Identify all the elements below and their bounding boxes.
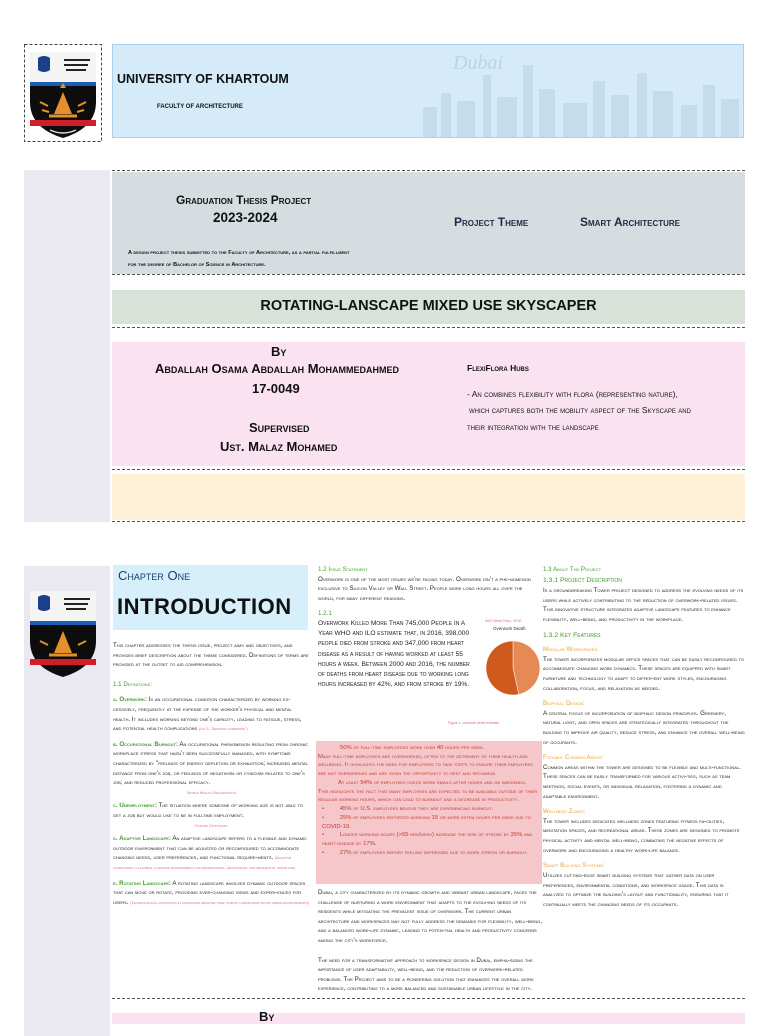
- feature-text: The tower incorporates modular office spaces that can be easily reconfigured to accommodate changing work dynamics. These spaces are equipped with smart furniture and technology to adapt to differ-ent work styles, encouraging collaboration, focus, and relaxation as needed.: [543, 655, 744, 692]
- column-2-lower: [318, 888, 542, 1000]
- pie-chart-svg: [481, 634, 544, 702]
- intro-paragraph: This chapter addresses the thesis issue, project aims and objectives, and provides brief description about the theme considered. Definitions of terms are provided at the outset to aid comprehension.: [113, 642, 309, 669]
- thesis-info-box: [112, 172, 745, 274]
- definition-rotating-landscape: e. Rotating Landscape: A rotating landscape involves dynamic outdoor spaces that can move or rotate, providing ever-changing views and experi-ences for users. (Technological innovation in landscape architecture: kinetic landscapes within urban environments): [113, 879, 309, 906]
- university-crest: [24, 583, 102, 681]
- chapter-label: Chapter One: [118, 568, 191, 583]
- page-header-banner: [112, 44, 744, 138]
- page-sidebar: [24, 170, 110, 522]
- need-paragraph: The need for a transformative approach to workspace design in Dubai, empha-sizing the importance of user adaptability, well-being, and the reduction of overwork-related problems. The Project aims to be a pioneering solution that enhances the overall work experience, contributing to a more balanced and sustainable urban lifestyle in the city.: [318, 956, 534, 993]
- definition-adaptive-landscape: d. Adaptive Landscape: An adaptive landscape refers to a flexible and dynamic outdoor environment that can be adjusted or reconfigured to accommodate changing needs, user preferences, and functional require-ments. (Adaptive landscapes: a flexible, changing environment for recreational, educational and residential space use): [113, 835, 308, 871]
- concept-title: FlexiFlora Hubs: [467, 363, 529, 373]
- concept-line-2: which captures both the mobility aspect of the Skyscape and: [469, 405, 691, 415]
- description-line-1: A design project thesis submitted to the Faculty of Architecture, as a partial fulfillment: [128, 250, 350, 256]
- stat-line: • 25% of employees reported working 15 or more extra hours per week due to COVID-19.: [322, 814, 531, 830]
- author-name: Abdallah Osama Abdallah Mohammedahmed: [155, 361, 400, 376]
- theme-value: Smart Architecture: [580, 215, 680, 229]
- feature-text: The tower includes dedicated wellness zones featuring fitness fa-cilities, meditation spaces, and recreational areas. These zones are designed to promote physical activity and mental well-being, combating the negative effects of overwork and encouraging a healthy work-life balance.: [543, 817, 740, 854]
- chart-source-note: WHO News Press, "2016": [485, 619, 522, 623]
- crest-icon: [24, 583, 102, 681]
- stat-line: Many full-time employees are overworked, often to the detriment of their health and wellbeing. It highlights the need for employers to take steps to ensure their employees are not overworked and are given the opportunity to rest and recharge.: [318, 753, 533, 778]
- column-3: [543, 565, 745, 915]
- next-page-author-box: [112, 1009, 745, 1024]
- stat-line: 50% of full-time employees work over 40 hours per week.: [340, 745, 485, 751]
- overwork-stat-paragraph: Overwork Killed More Than 745,000 People In A Year WHO and ILO estimate that, in 2016, 398,000 people died from stroke and 347,000 from heart disease as a result of having worked at least 55 hours a week. Between 2000 and 2016, the number of deaths from heart disease due to working long hours increased by 42%, and from stroke by 19%.: [318, 620, 470, 689]
- stat-line: This highlights the fact that many employees are expected to be available outside of their regular working hours, which can lead to burnout and a decrease in productivity.: [318, 788, 538, 804]
- definitions-heading: 1.1 Definitions:: [113, 680, 152, 688]
- feature-heading: Flexible Common Areas:: [543, 754, 604, 762]
- stat-line: At least 54% of employees check work emails after hours and on weekends.: [338, 779, 527, 786]
- statistics-list: [318, 744, 540, 858]
- by-label: By: [271, 344, 287, 359]
- chapter-header: [113, 565, 308, 630]
- chapter-title: INTRODUCTION: [117, 594, 292, 619]
- description-paragraph: Is a groundbreaking Tower project designed to address the evolving needs of its users while actively contributing to the reduction of overwork-related issues. This innovative structure integrates adaptive landscape features to enhance flexibility, well-being, and productivity in the workplace.: [543, 587, 744, 623]
- academic-year: 2023-2024: [213, 210, 278, 225]
- stat-line: • Longer working hours (>55 hrs/week) increase the risk of stroke by 35% and heart disease by 17%.: [322, 832, 533, 848]
- stat-line: • 45% of U.S. employees believe they are experiencing burnout.: [322, 806, 494, 813]
- definition-overwork: a. Overwork: Is an occupational condition characterized by working ex-cessively, frequently at the expense of the worker's physical and mental health. It includes working beyond one's capacity, leading to fatigue, stress, and potential health complications (Liu S. "Defining overwork"): [113, 696, 302, 733]
- divider: [112, 469, 745, 470]
- by-label: By: [259, 1009, 275, 1024]
- project-title-box: [112, 290, 745, 324]
- chart-title: Overwork Death: [493, 626, 526, 631]
- pie-chart: [481, 619, 544, 704]
- university-crest: [24, 44, 102, 142]
- author-box: [112, 342, 745, 466]
- column-1: [113, 641, 310, 914]
- statistics-highlight-box: [316, 741, 542, 884]
- citation: Oxford Dictionary: [194, 823, 229, 828]
- definition-unemployment: c. Unemployment: The situation where someone of working age is not able to get a job but would like to be in fulltime employment.: [113, 802, 303, 820]
- crest-icon: [24, 44, 102, 142]
- supervisor-name: Ust. Malaz Mohamed: [220, 439, 338, 454]
- theme-label: Project Theme: [454, 215, 529, 229]
- divider: [112, 998, 745, 999]
- university-name: UNIVERSITY OF KHARTOUM: [117, 72, 289, 86]
- description-heading: 1.3.1 Project Description: [543, 576, 622, 584]
- student-id: 17-0049: [252, 381, 300, 396]
- feature-text: Common areas within the tower are designed to be flexible and multi-functional. These spaces can be easily transformed for various activi-ties, such as team meetings, social events, or individual relaxation, fostering a dynamic and adaptable environment.: [543, 763, 741, 800]
- figure-caption: Figure 1: overwork death estimate: [448, 721, 500, 725]
- dubai-paragraph: Dubai, a city characterized by its dynamic growth and vibrant urban landscape, faces the challenge of nurturing a work environment that adapts to the evolv-ing needs of its residents while mitigating the prevalent issue of overwork. The current urban architecture and workspaces may not fully address the demands for flexibility, well-being, and a balanced work-life dynamic, leading to poten-tial health and productivity concerns among the city's workforce.: [318, 889, 542, 945]
- divider: [112, 521, 745, 522]
- description-line-2: for the degree of Bachelor of Science in Architecture.: [128, 262, 266, 268]
- thesis-label: Graduation Thesis Project: [176, 193, 312, 207]
- divider: [112, 327, 745, 328]
- faculty-name: FACULTY OF ARCHITECTURE: [157, 104, 243, 110]
- divider: [112, 170, 745, 171]
- issue-paragraph: Overwork is one of the most issues we're facing today. Overwork isn't a phe-nomenon exclusive to Silicon Valley or Wall Street. People work long hours all over the world, for many different reasons.: [318, 575, 531, 602]
- svg-text:Dubai: Dubai: [453, 52, 503, 74]
- feature-heading: Biophilic Design:: [543, 700, 585, 708]
- subsection-number: 1.2.1: [318, 610, 332, 618]
- concept-line-3: their integration with the landscape: [467, 422, 599, 432]
- definition-burnout: b. Occupational Burnout: An occupational phenomenon resulting from chronic workplace stress that hasn't been successfully managed, with symptoms characterized by "feelings of energy depletion or exhaustion; increased mental distance from one's job, or feelings of negativism or cynicism related to one's job; and reduced professional efficacy.: [113, 740, 309, 787]
- issue-heading: 1.2 Issue Statement: [318, 566, 368, 573]
- feature-text: Utilizes cutting-edge smart building systems that gather data on user preferences, environmental conditions, and workspace usage. This data is analyzed to optimize the building's layout and functionality, ensuring that it continually meets the changing needs of its occupants.: [543, 871, 729, 908]
- feature-text: A central focus of incorporation of biophilic design principles. Greenery, natural light, and open spaces are strategically integrated throughout the building to improve air quality, reduce stress, and enhance the overall well-being of occupants.: [543, 709, 745, 746]
- feature-heading: Smart Building Systems:: [543, 862, 605, 870]
- supervised-label: Supervised: [249, 420, 310, 435]
- city-skyline-illustration: [413, 45, 743, 137]
- blank-panel: [112, 474, 745, 520]
- features-heading: 1.3.2 Key Features: [543, 631, 601, 639]
- stat-line: • 27% of employees report feeling depressed due to work stress or burnout.: [322, 849, 528, 856]
- about-heading: 1.3 About The Project: [543, 566, 602, 573]
- feature-heading: Modular Workspaces:: [543, 646, 599, 654]
- divider: [112, 274, 745, 275]
- concept-line-1: - An combines flexibility with flora (representing nature),: [467, 389, 678, 399]
- citation: World Health Organization: [187, 790, 236, 795]
- feature-heading: Wellness Zones:: [543, 808, 586, 816]
- project-title: ROTATING-LANSCAPE MIXED USE SKYSCAPER: [260, 298, 597, 314]
